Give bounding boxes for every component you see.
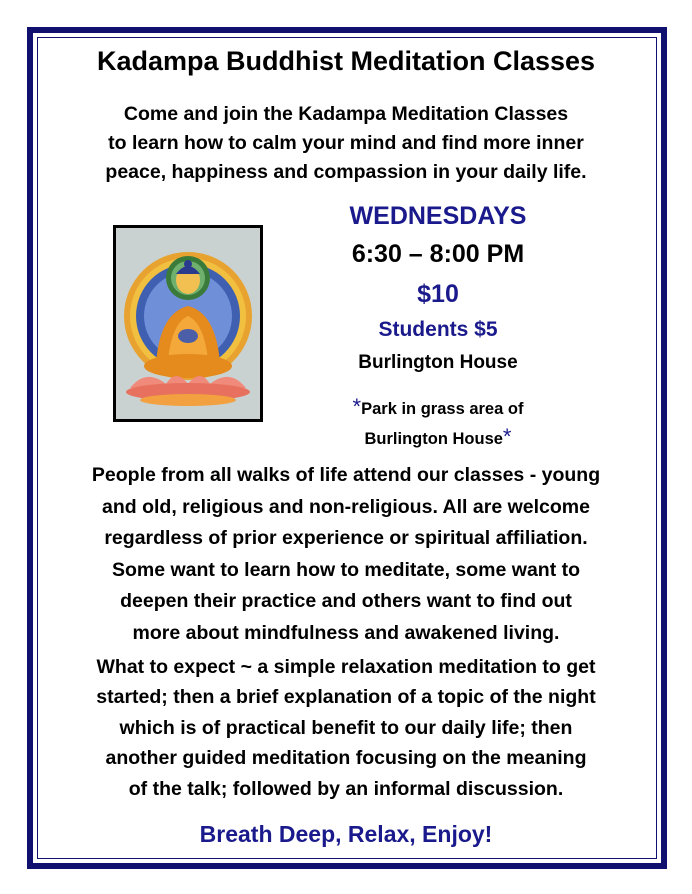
- what-to-expect-paragraph: [0, 652, 692, 804]
- intro-line: peace, happiness and compassion in your daily life.: [105, 161, 587, 183]
- paragraph-line: of the talk; followed by an informal discussion.: [128, 777, 564, 800]
- description-paragraph: [0, 460, 692, 650]
- parking-text: Park in grass area of: [361, 400, 524, 418]
- parking-line: [300, 423, 576, 453]
- paragraph-line: What to expect ~ a simple relaxation meditation to get: [96, 656, 596, 678]
- class-day: WEDNESDAYS: [349, 202, 527, 230]
- paragraph-line: Some want to learn how to meditate, some want to: [111, 558, 581, 581]
- class-time: 6:30 – 8:00 PM: [351, 240, 525, 268]
- asterisk-icon: *: [502, 424, 512, 449]
- students-price: Students $5: [378, 318, 498, 341]
- paragraph-line: started; then a brief explanation of a topic of the night: [96, 686, 596, 709]
- class-price: $10: [417, 280, 459, 308]
- intro-line: to learn how to calm your mind and find more inner: [108, 132, 584, 154]
- tagline: Breath Deep, Relax, Enjoy!: [199, 821, 493, 847]
- buddha-illustration: [116, 228, 260, 419]
- venue: Burlington House: [358, 352, 518, 373]
- buddha-image: [113, 225, 263, 422]
- paragraph-line: which is of practical benefit to our daily life; then: [119, 716, 573, 739]
- flyer-title: Kadampa Buddhist Meditation Classes: [96, 46, 596, 76]
- paragraph-line: another guided meditation focusing on the meaning: [105, 747, 587, 770]
- parking-note: [300, 393, 576, 453]
- paragraph-line: and old, religious and non-religious. All are welcome: [102, 495, 590, 518]
- paragraph-line: more about mindfulness and awakened living.: [132, 621, 560, 644]
- paragraph-line: People from all walks of life attend our classes - young: [91, 464, 601, 486]
- intro-line: Come and join the Kadampa Meditation Classes: [123, 103, 569, 125]
- asterisk-icon: *: [352, 394, 362, 419]
- intro-text: [0, 100, 692, 187]
- parking-line: [300, 393, 576, 423]
- paragraph-line: deepen their practice and others want to find out: [120, 590, 572, 613]
- parking-text: Burlington House: [364, 430, 503, 448]
- paragraph-line: regardless of prior experience or spiritual affiliation.: [104, 527, 588, 550]
